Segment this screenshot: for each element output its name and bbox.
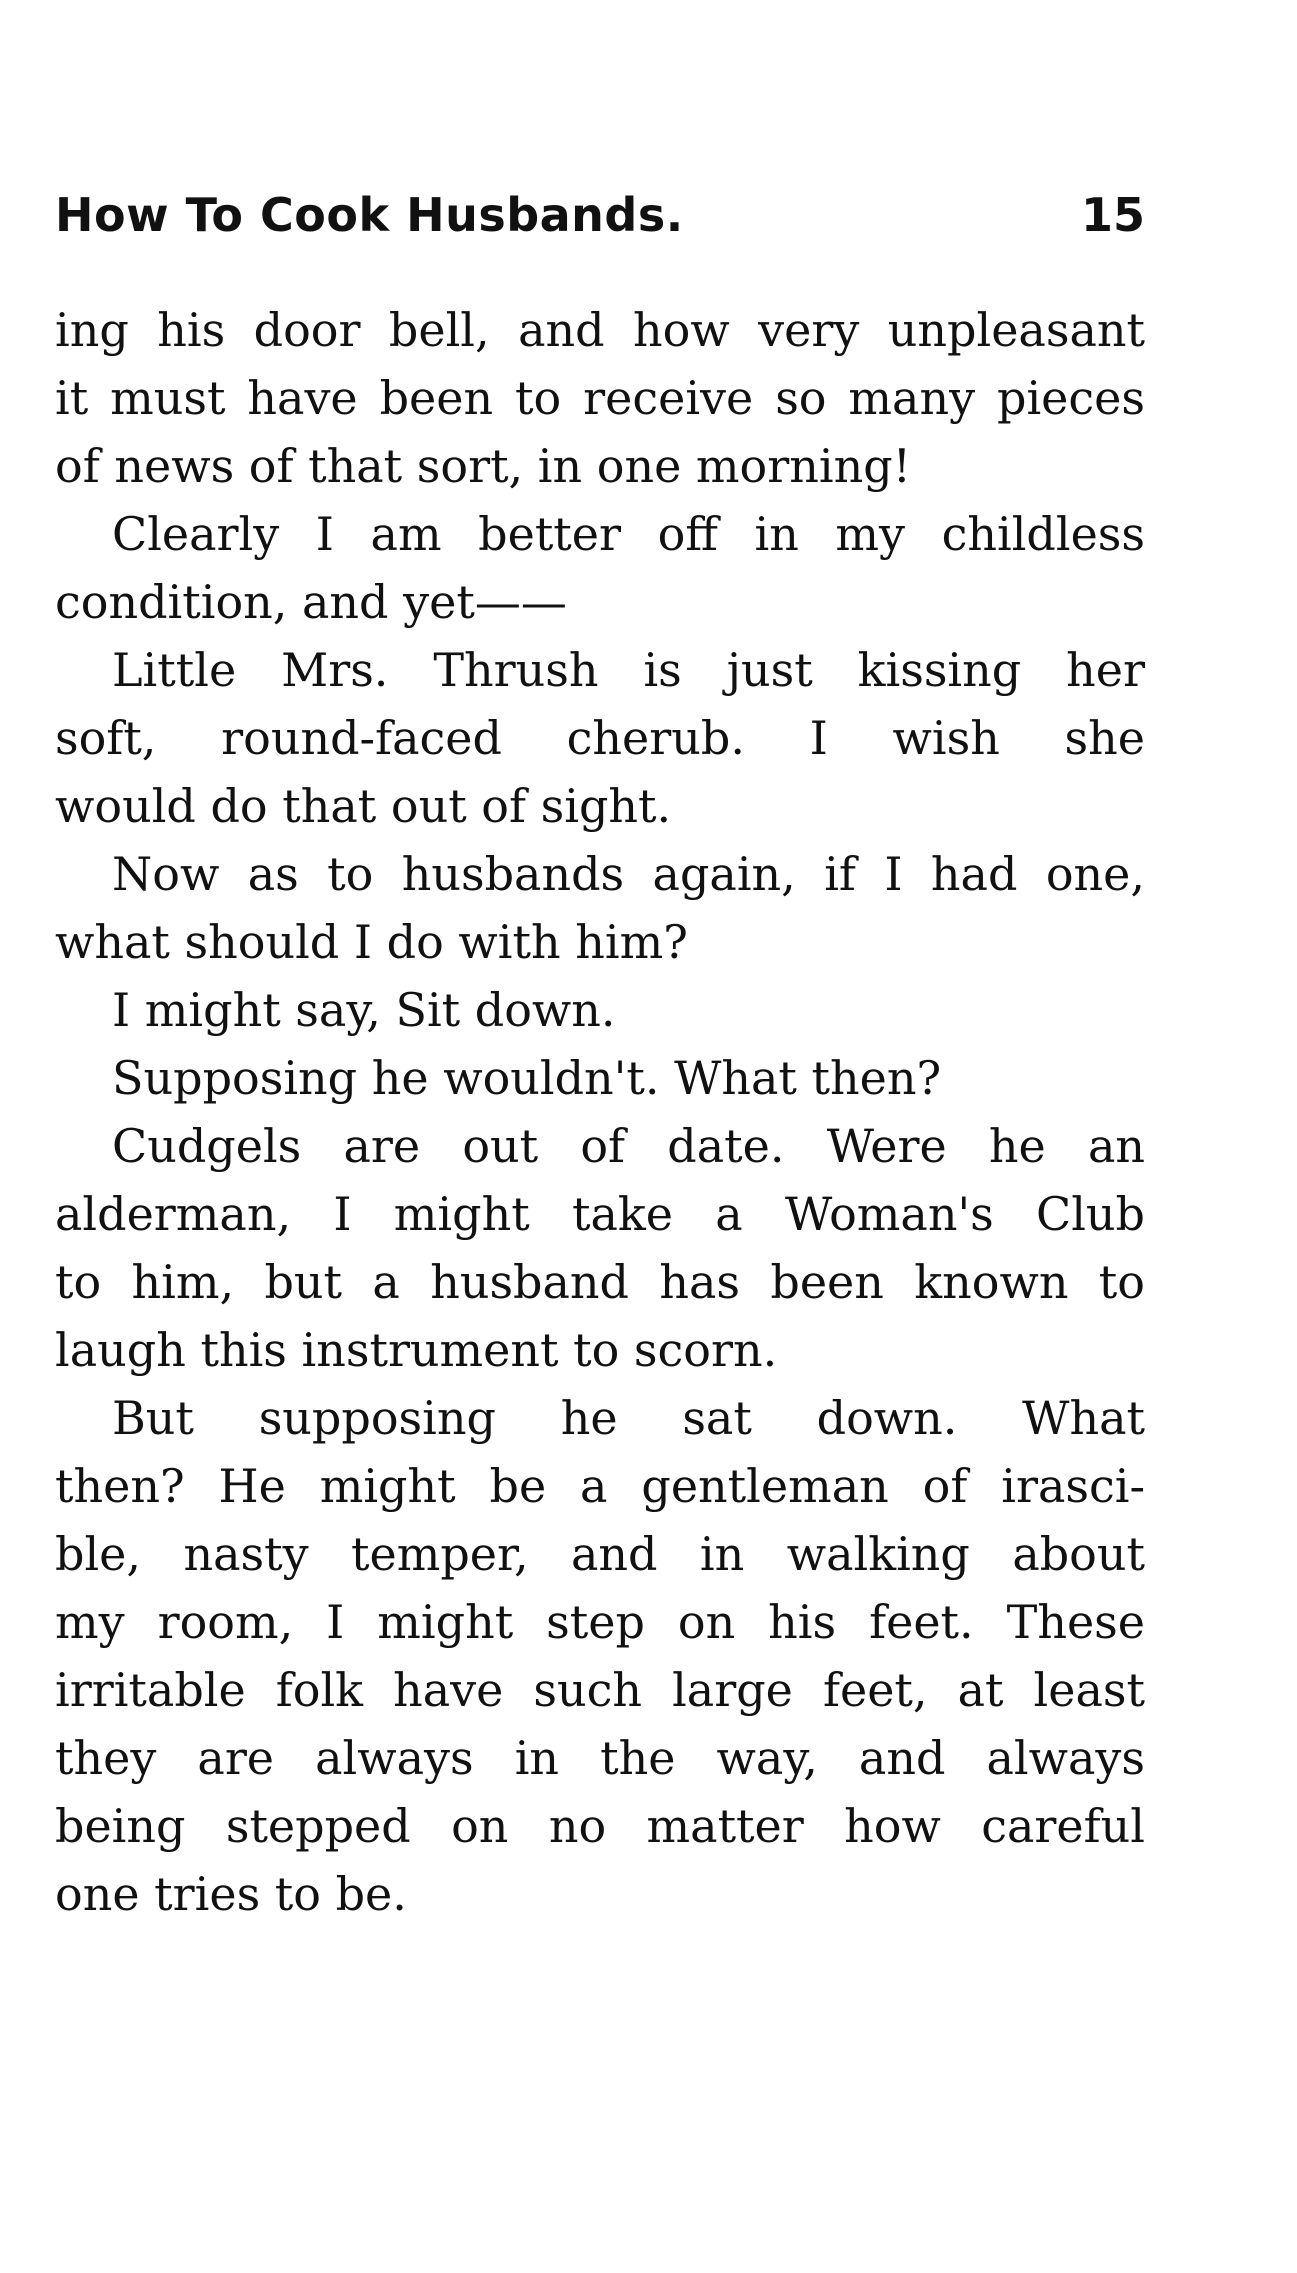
body-text xyxy=(55,296,1145,1928)
text-line: condition, and yet—— xyxy=(55,575,567,629)
text-line: one tries to be. xyxy=(55,1867,407,1921)
text-line: they are always in the way, and always xyxy=(55,1731,1145,1785)
text-line: ing his door bell, and how very unpleasant xyxy=(55,303,1145,357)
running-title: How To Cook Husbands. xyxy=(55,188,684,242)
text-line: Supposing he wouldn't. What then? xyxy=(112,1051,942,1105)
text-line: what should I do with him? xyxy=(55,915,688,969)
text-line: Clearly I am better off in my childless xyxy=(112,507,1145,561)
text-line: Little Mrs. Thrush is just kissing her xyxy=(112,643,1145,697)
text-line: soft, round-faced cherub. I wish she xyxy=(55,711,1145,765)
text-line: I might say, Sit down. xyxy=(112,983,616,1037)
text-line: my room, I might step on his feet. These xyxy=(55,1595,1145,1649)
page-number: 15 xyxy=(1080,188,1145,242)
text-line: laugh this instrument to scorn. xyxy=(55,1323,778,1377)
running-header xyxy=(55,180,1145,250)
text-line: to him, but a husband has been known to xyxy=(55,1255,1145,1309)
text-line: would do that out of sight. xyxy=(55,779,672,833)
text-line: ble, nasty temper, and in walking about xyxy=(55,1527,1145,1581)
text-line: of news of that sort, in one morning! xyxy=(55,439,912,493)
text-line: irritable folk have such large feet, at least xyxy=(55,1663,1145,1717)
text-line: being stepped on no matter how careful xyxy=(55,1799,1145,1853)
text-line: But supposing he sat down. What xyxy=(112,1391,1145,1445)
text-line: Cudgels are out of date. Were he an xyxy=(112,1119,1145,1173)
text-line: Now as to husbands again, if I had one, xyxy=(112,847,1145,901)
text-line: it must have been to receive so many pieces xyxy=(55,371,1145,425)
text-line: alderman, I might take a Woman's Club xyxy=(55,1187,1145,1241)
text-line: then? He might be a gentleman of irasci- xyxy=(55,1459,1145,1513)
